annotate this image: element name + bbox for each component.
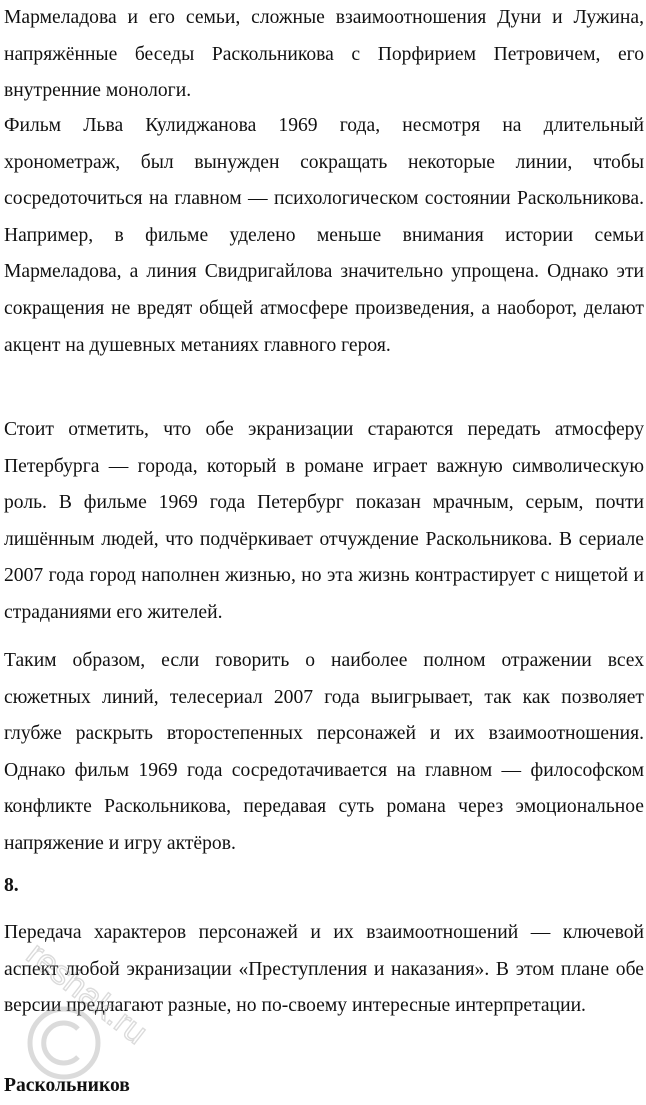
section-number: 8. [4, 875, 19, 896]
paragraph: Фильм Льва Кулиджанова 1969 года, несмотря на длительный хронометраж, был вынужден сокращать некоторые линии, чтобы сосредоточиться на главном — психологическом состоянии Раскольникова. Например, в фильме уделено меньше внимания истории семьи Мармеладова, а линия Свидригайлова значительно упрощена. Однако эти сокращения не вредят общей атмосфере произведения, а наоборот, делают акцент на душевных метаниях главного героя. [4, 115, 644, 356]
paragraph: Стоит отметить, что обе экранизации стараются передать атмосферу Петербурга — города, который в романе играет важную символическую роль. В фильме 1969 года Петербург показан мрачным, серым, почти лишённым людей, что подчёркивает отчуждение Раскольникова. В сериале 2007 года город наполнен жизнью, но эта жизнь контрастирует с нищетой и страданиями его жителей. [4, 419, 644, 623]
subheading: Раскольников [4, 1075, 130, 1096]
paragraph: Мармеладова и его семьи, сложные взаимоотношения Дуни и Лужина, напряжённые беседы Раскольникова с Порфирием Петровичем, его внутренние монологи. [4, 7, 644, 102]
paragraph: Таким образом, если говорить о наиболее полном отражении всех сюжетных линий, телесериал 2007 года выигрывает, так как позволяет глубже раскрыть второстепенных персонажей и их взаимоотношения. Однако фильм 1969 года сосредотачивается на главном — философском конфликте Раскольникова, передавая суть романа через эмоциональное напряжение и игру актёров. [4, 650, 644, 854]
watermark-text: reshak.ru [19, 934, 155, 1052]
paragraph: Передача характеров персонажей и их взаимоотношений — ключевой аспект любой экранизации «Преступления и наказания». В этом плане обе версии предлагают разные, но по-своему интересные интерпретации. [4, 922, 644, 1017]
